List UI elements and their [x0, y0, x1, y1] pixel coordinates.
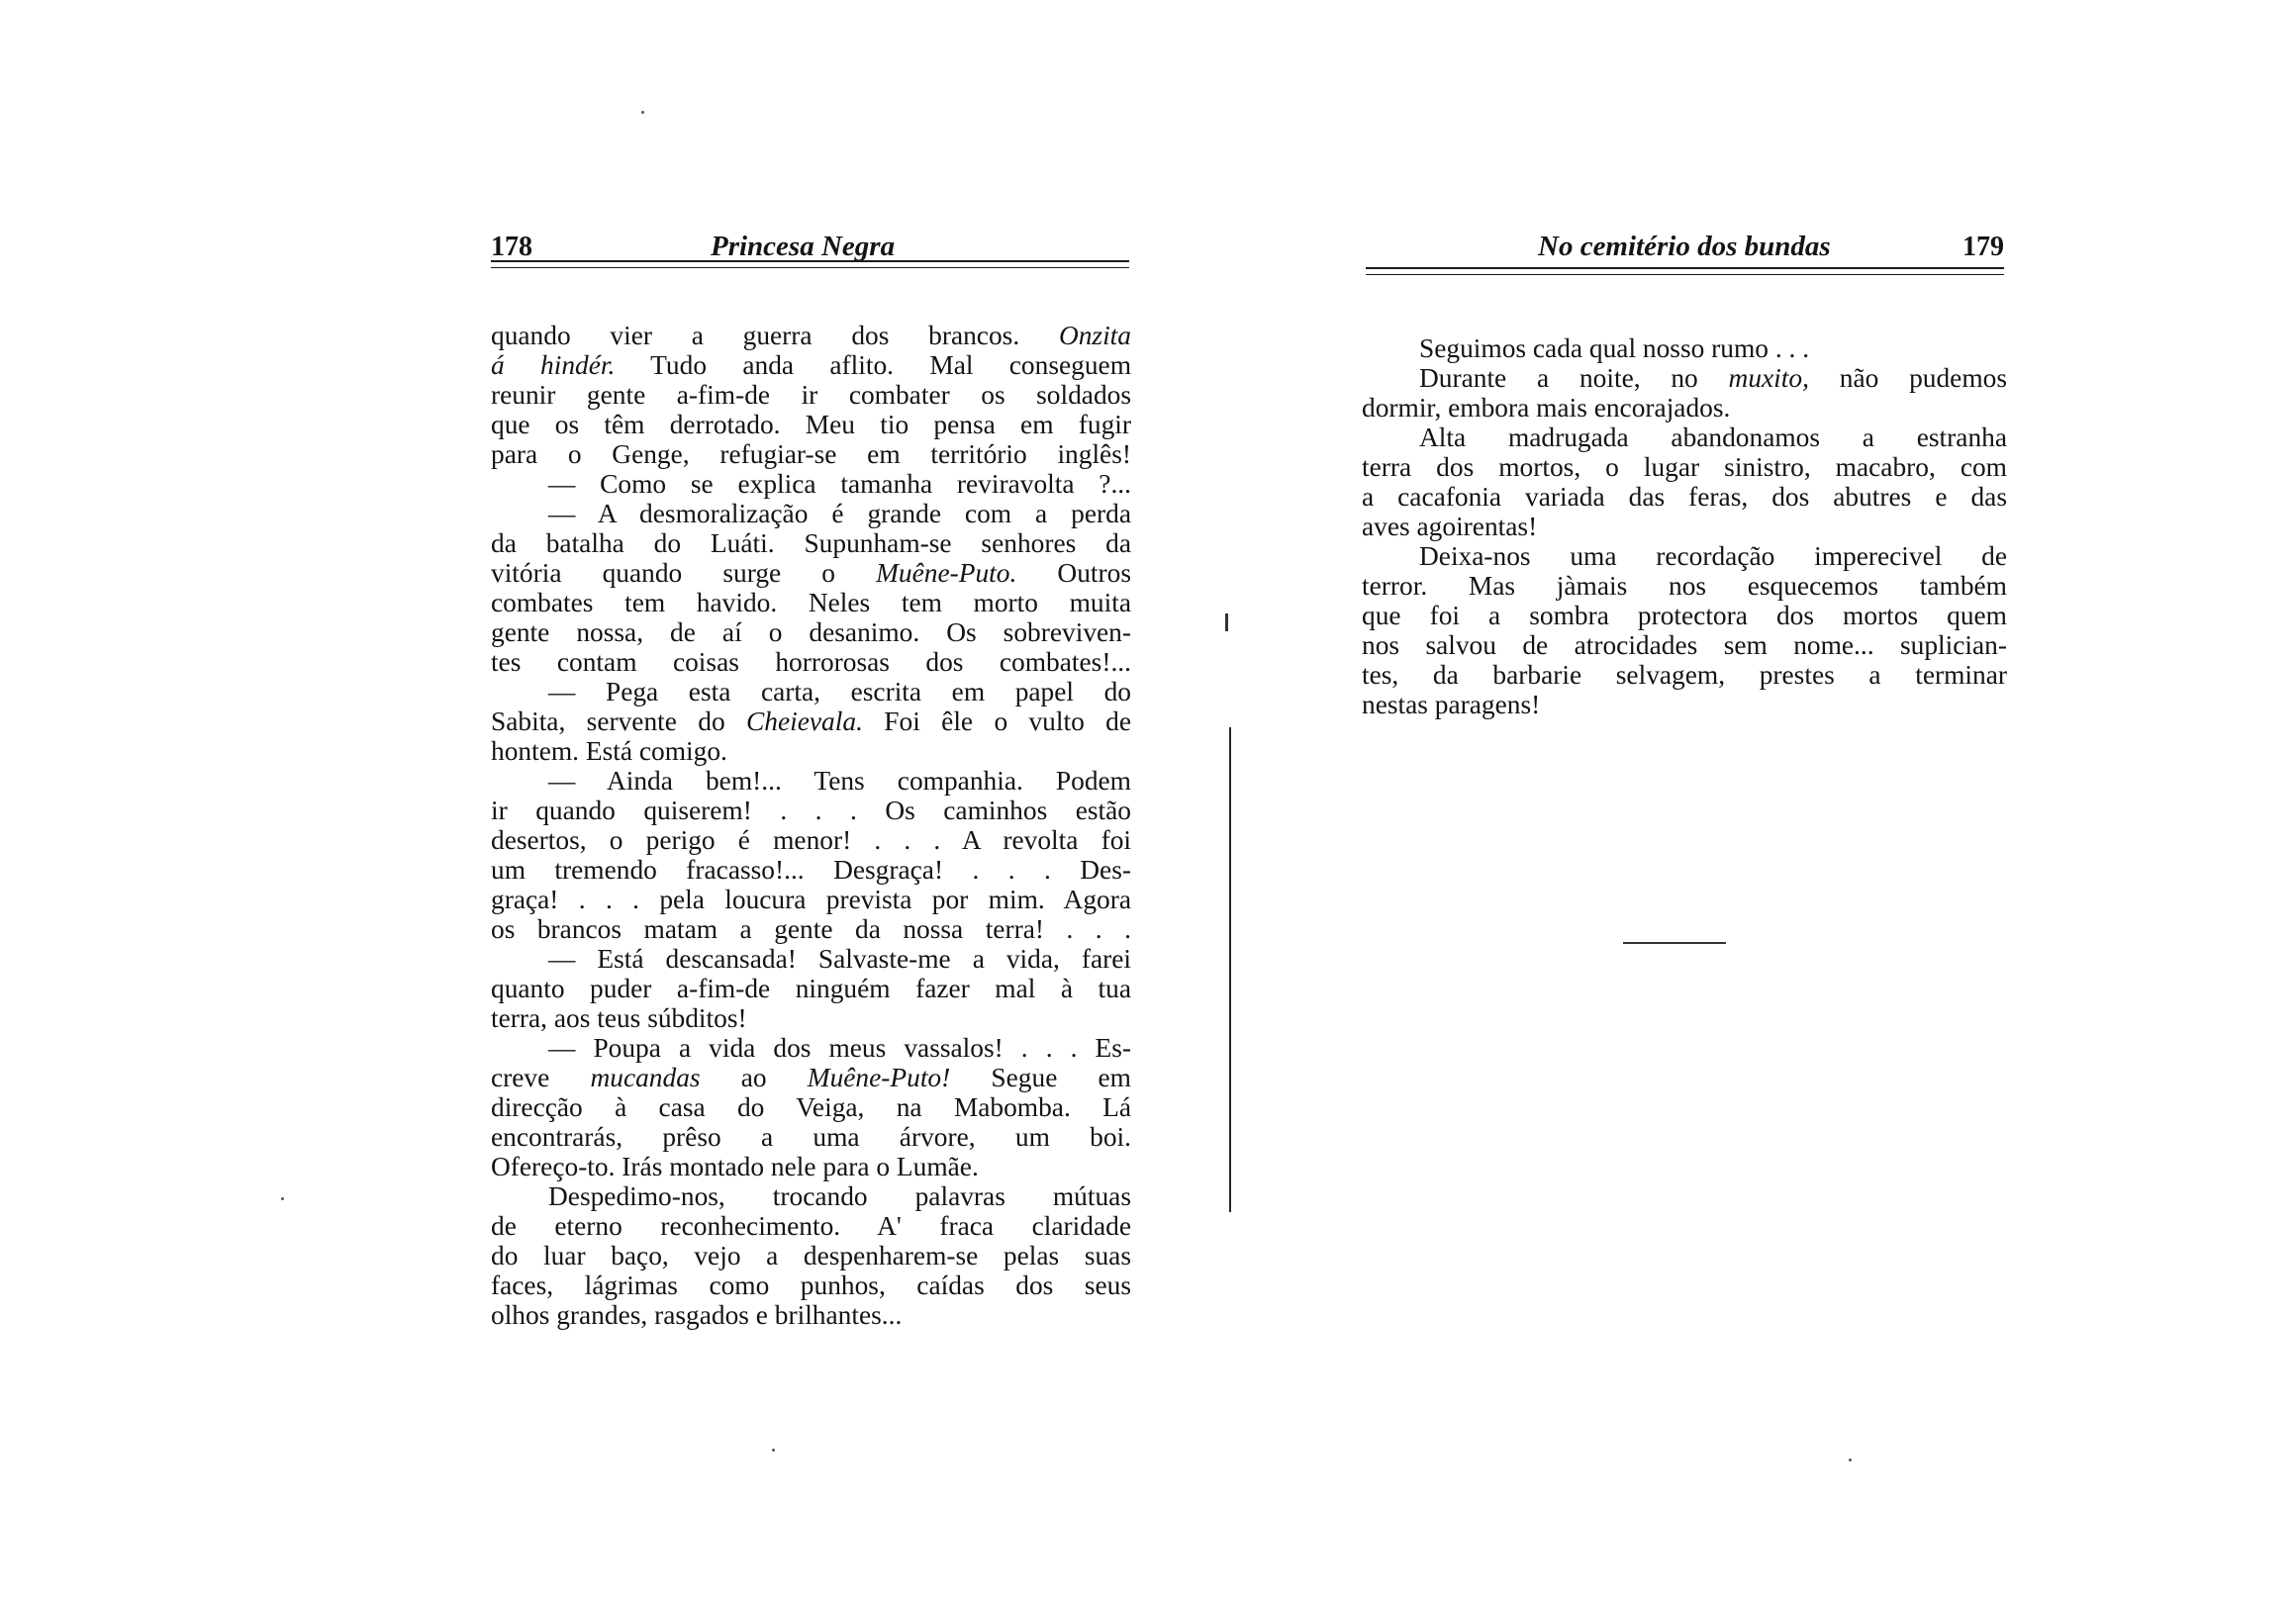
- right-page-number: 179: [1962, 232, 2004, 262]
- text-line: — A desmoralização é grande com a perda: [548, 499, 1131, 528]
- text-line: — Ainda bem!... Tens companhia. Podem: [548, 766, 1131, 796]
- right-page: [1148, 0, 2296, 1599]
- text-line: faces, lágrimas como punhos, caídas dos seus: [491, 1270, 1131, 1300]
- text-line: reunir gente a-fim-de ir combater os soldados: [491, 380, 1131, 410]
- text-line: de eterno reconhecimento. A' fraca claridade: [491, 1211, 1131, 1241]
- scan-speck: [772, 1449, 775, 1452]
- text-line: vitória quando surge o Muêne-Puto. Outros: [491, 558, 1131, 588]
- text-line: terror. Mas jàmais nos esquecemos também: [1362, 571, 2007, 601]
- text-line: tes, da barbarie selvagem, prestes a terminar: [1362, 660, 2007, 690]
- text-line: que foi a sombra protectora dos mortos quem: [1362, 601, 2007, 630]
- text-line: olhos grandes, rasgados e brilhantes...: [491, 1300, 903, 1330]
- right-running-header: [1366, 224, 2004, 263]
- left-running-header: [491, 224, 1129, 263]
- text-line: para o Genge, refugiar-se em território inglês!: [491, 439, 1131, 469]
- text-line: ir quando quiserem! . . . Os caminhos estão: [491, 796, 1131, 825]
- text-line: nos salvou de atrocidades sem nome... suplician-: [1362, 630, 2007, 660]
- text-line: a cacafonia variada das feras, dos abutres e das: [1362, 482, 2007, 512]
- text-line: — Poupa a vida dos meus vassalos! . . . Es-: [548, 1033, 1131, 1063]
- left-header-rule: [491, 260, 1129, 268]
- text-line: do luar baço, vejo a despenharem-se pelas suas: [491, 1241, 1131, 1270]
- text-line: Durante a noite, no muxito, não pudemos: [1419, 363, 2007, 393]
- text-line: encontrarás, prêso a uma árvore, um boi.: [491, 1122, 1131, 1152]
- left-running-title: Princesa Negra: [711, 231, 896, 262]
- text-line: direcção à casa do Veiga, na Mabomba. Lá: [491, 1092, 1131, 1122]
- text-line: quanto puder a-fim-de ninguém fazer mal à tua: [491, 974, 1131, 1003]
- text-line: gente nossa, de aí o desanimo. Os sobreviven-: [491, 617, 1131, 647]
- text-line: dormir, embora mais encorajados.: [1362, 393, 1731, 423]
- text-line: terra, aos teus súbditos!: [491, 1003, 747, 1033]
- text-line: graça! . . . pela loucura prevista por mim. Agora: [491, 885, 1131, 914]
- text-line: combates tem havido. Neles tem morto muita: [491, 588, 1131, 617]
- scan-speck: [641, 111, 644, 114]
- text-line: á hindér. Tudo anda aflito. Mal conseguem: [491, 350, 1131, 380]
- text-line: nestas paragens!: [1362, 690, 1541, 719]
- text-line: aves agoirentas!: [1362, 512, 1538, 541]
- text-line: da batalha do Luáti. Supunham-se senhores da: [491, 528, 1131, 558]
- text-line: Despedimo-nos, trocando palavras mútuas: [548, 1181, 1131, 1211]
- text-line: — Pega esta carta, escrita em papel do: [548, 677, 1131, 706]
- text-line: um tremendo fracasso!... Desgraça! . . . Des-: [491, 855, 1131, 885]
- right-header-rule: [1366, 267, 2004, 275]
- book-gutter-line: [1229, 727, 1231, 1212]
- text-line: terra dos mortos, o lugar sinistro, macabro, com: [1362, 452, 2007, 482]
- text-line: — Como se explica tamanha reviravolta ?...: [548, 469, 1131, 499]
- left-body-text: [491, 321, 1131, 1330]
- gutter-mark: [1225, 613, 1228, 631]
- text-line: Deixa-nos uma recordação imperecivel de: [1419, 541, 2007, 571]
- scan-speck: [281, 1197, 284, 1200]
- text-line: Alta madrugada abandonamos a estranha: [1419, 423, 2007, 452]
- text-line: desertos, o perigo é menor! . . . A revolta foi: [491, 825, 1131, 855]
- scan-speck: [1849, 1458, 1852, 1461]
- text-line: Sabita, servente do Cheievala. Foi êle o vulto de: [491, 706, 1131, 736]
- chapter-end-rule: [1623, 942, 1726, 944]
- text-line: hontem. Está comigo.: [491, 736, 727, 766]
- text-line: quando vier a guerra dos brancos. Onzita: [491, 321, 1131, 350]
- left-page-number: 178: [491, 232, 532, 262]
- text-line: creve mucandas ao Muêne-Puto! Segue em: [491, 1063, 1131, 1092]
- text-line: — Está descansada! Salvaste-me a vida, farei: [548, 944, 1131, 974]
- text-line: Seguimos cada qual nosso rumo . . .: [1419, 333, 1810, 363]
- text-line: Ofereço-to. Irás montado nele para o Lumãe.: [491, 1152, 979, 1181]
- text-line: que os têm derrotado. Meu tio pensa em fugir: [491, 410, 1131, 439]
- right-running-title: No cemitério dos bundas: [1538, 231, 1831, 262]
- text-line: os brancos matam a gente da nossa terra! . . .: [491, 914, 1131, 944]
- text-line: tes contam coisas horrorosas dos combates!...: [491, 647, 1131, 677]
- right-body-text: [1362, 333, 2007, 719]
